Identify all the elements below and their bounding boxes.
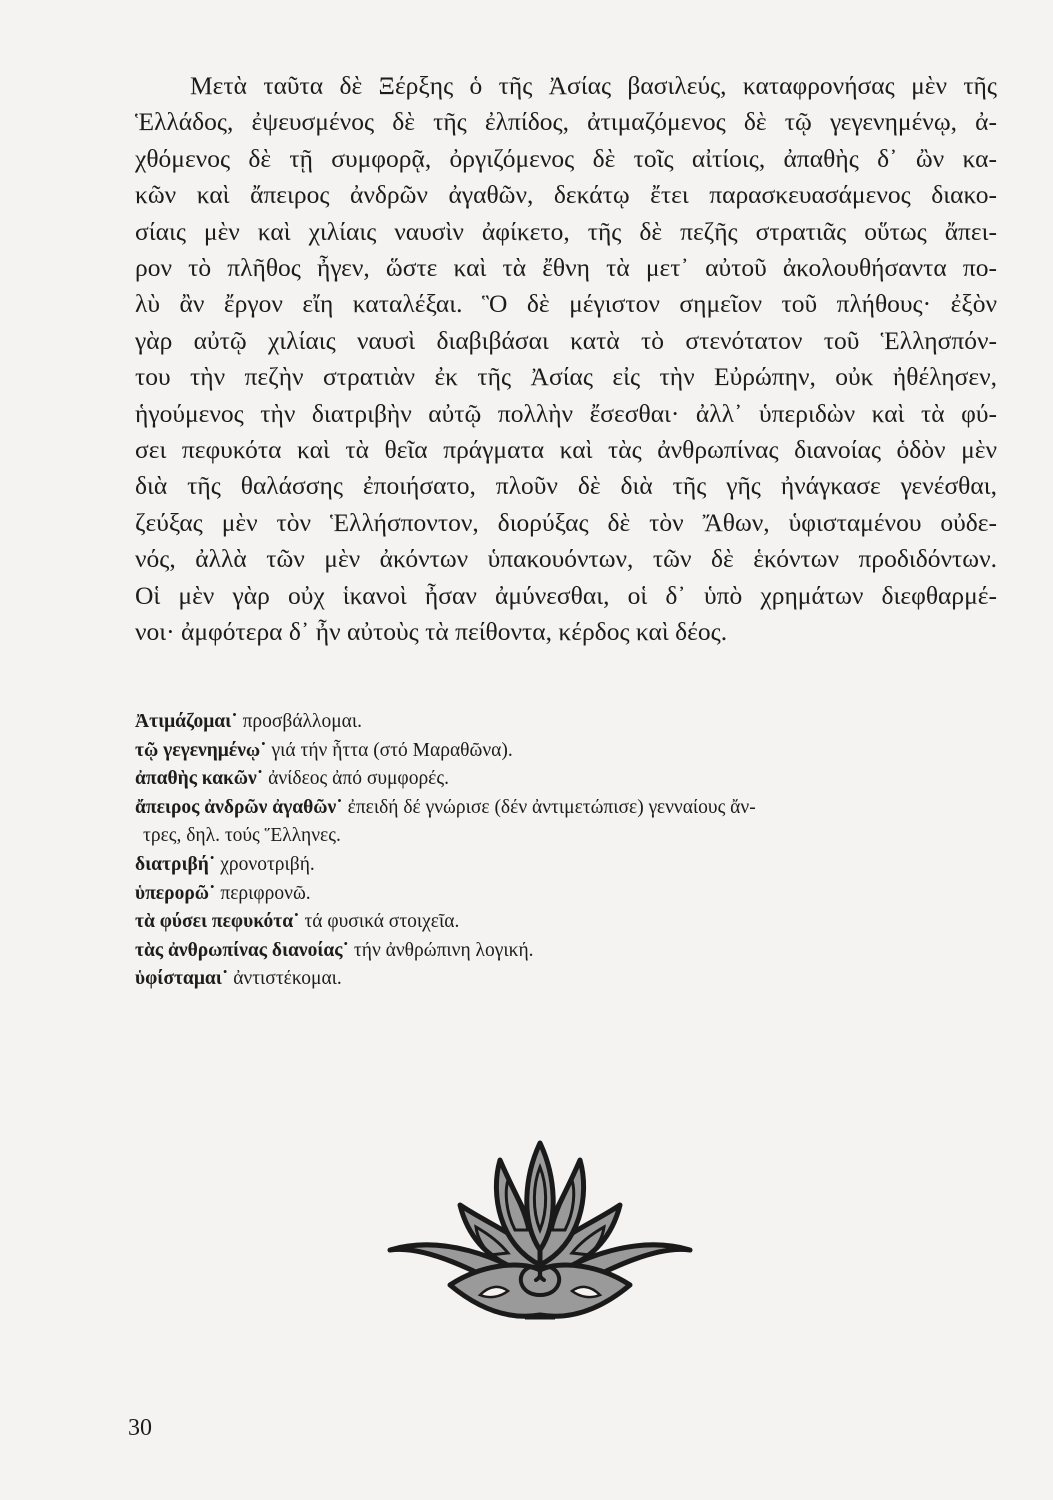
text-line: ρον τὸ πλῆθος ἦγεν, ὥστε καὶ τὰ ἔθνη τὰ μετ᾽ αὐτοῦ ἀκολουθήσαντα πο- [135, 253, 997, 283]
glossary-separator: ˙ [221, 968, 229, 990]
text-line: νοι· ἀμφότερα δ᾽ ἦν αὐτοὺς τὰ πείθοντα, κέρδος καὶ δέος. [135, 617, 728, 647]
text-line: Ἑλλάδος, ἐψευσμένος δὲ τῆς ἐλπίδος, ἀτιμαζόμενος δὲ τῷ γεγενημένῳ, ἀ- [135, 107, 997, 137]
text-line: διὰ τῆς θαλάσσης ἐποιήσατο, πλοῦν δὲ διὰ τῆς γῆς ἠνάγκασε γενέσθαι, [135, 471, 997, 501]
text-line: νός, ἀλλὰ τῶν μὲν ἀκόντων ὑπακουόντων, τῶν δὲ ἑκόντων προδιδόντων. [135, 544, 997, 574]
main-greek-passage [135, 68, 997, 651]
glossary-definition: γιά τήν ἧττα (στό Μαραθῶνα). [271, 739, 513, 761]
glossary-definition: περιφρονῶ. [220, 882, 311, 904]
glossary-term: διατριβή [135, 853, 209, 875]
text-line: σει πεφυκότα καὶ τὰ θεῖα πράγματα καὶ τὰς ἀνθρωπίνας διανοίας ὁδὸν μὲν [135, 435, 997, 465]
glossary-term: τῷ γεγενημένῳ [135, 739, 261, 761]
glossary-term: τὰ φύσει πεφυκότα [135, 911, 294, 933]
glossary-entry [135, 708, 995, 737]
text-line: Οἱ μὲν γὰρ οὐχ ἱκανοὶ ἦσαν ἀμύνεσθαι, οἱ δ᾽ ὑπὸ χρημάτων διεφθαρμέ- [135, 580, 997, 610]
glossary-definition: προσβάλλομαι. [242, 711, 362, 732]
text-line: σίαις μὲν καὶ χιλίαις ναυσὶν ἀφίκετο, τῆς δὲ πεζῆς στρατιᾶς οὕτως ἄπει- [135, 216, 997, 246]
text-line: κῶν καὶ ἄπειρος ἀνδρῶν ἀγαθῶν, δεκάτῳ ἔτει παρασκευασάμενος διακο- [135, 180, 997, 210]
glossary-definition: ἐπειδή δέ γνώρισε (δέν ἀντιμετώπισε) γενναίους ἄν- [347, 796, 756, 818]
glossary-definition-continuation: τρες, δηλ. τούς Ἕλληνες. [143, 825, 341, 847]
glossary-definition: τήν ἀνθρώπινη λογική. [353, 939, 534, 961]
glossary-definition: ἀντιστέκομαι. [233, 968, 342, 990]
glossary-definition: τά φυσικά στοιχεῖα. [304, 911, 460, 933]
glossary-entry [135, 908, 995, 937]
glossary-term: ὑπερορῶ [135, 882, 210, 904]
glossary-entry [135, 737, 995, 766]
glossary-definition: ἀνίδεος ἀπό συμφορές. [268, 768, 449, 790]
glossary-separator: ˙ [336, 796, 343, 818]
text-line: του τὴν πεζὴν στρατιὰν ἐκ τῆς Ἀσίας εἰς τὴν Εὐρώπην, οὐκ ἠθέλησεν, [135, 362, 997, 392]
text-line: λὺ ἂν ἔργον εἴη καταλέξαι. Ὃ δὲ μέγιστον σημεῖον τοῦ πλήθους· ἐξὸν [135, 289, 997, 319]
glossary-separator: ˙ [209, 882, 216, 904]
text-line: Μετὰ ταῦτα δὲ Ξέρξης ὁ τῆς Ἀσίας βασιλεύς, καταφρονήσας μὲν τῆς [190, 71, 997, 100]
text-line: ζεύξας μὲν τὸν Ἑλλήσποντον, διορύξας δὲ τὸν Ἄθων, ὑφισταμένου οὐδε- [135, 507, 997, 537]
glossary-entry [135, 965, 995, 994]
text-line: ἡγούμενος τὴν διατριβὴν αὐτῷ πολλὴν ἔσεσθαι· ἀλλ᾽ ὑπεριδὼν καὶ τὰ φύ- [135, 398, 997, 428]
glossary-term: Ἀτιμάζομαι [135, 711, 232, 732]
glossary-separator: ˙ [260, 739, 267, 761]
glossary-term: ἀπαθὴς κακῶν [135, 768, 257, 790]
text-line: χθόμενος δὲ τῇ συμφορᾷ, ὀργιζόμενος δὲ τοῖς αἰτίοις, ἀπαθὴς δ᾽ ὢν κα- [135, 143, 997, 173]
glossary-term: τὰς ἀνθρωπίνας διανοίας [135, 939, 343, 961]
glossary-term: ἄπειρος ἀνδρῶν ἀγαθῶν [135, 796, 337, 818]
glossary-entry [135, 880, 995, 909]
glossary-separator: ˙ [342, 939, 350, 961]
glossary-separator: ˙ [256, 768, 264, 790]
glossary-entry [135, 794, 995, 823]
text-line: γὰρ αὐτῷ χιλίαις ναυσὶ διαβιβάσαι κατὰ τὸ στενότατον τοῦ Ἑλλησπόν- [135, 325, 997, 355]
glossary-term: ὑφίσταμαι [135, 968, 222, 990]
glossary-entry [135, 765, 995, 794]
glossary-entry [135, 851, 995, 880]
glossary [135, 708, 995, 994]
lotus-flower-ornament-icon [380, 1135, 700, 1325]
glossary-entry [135, 937, 995, 966]
glossary-separator: ˙ [293, 911, 300, 933]
glossary-separator: ˙ [208, 853, 216, 875]
page-number: 30 [128, 1415, 152, 1441]
glossary-definition: χρονοτριβή. [220, 853, 315, 875]
glossary-separator: ˙ [231, 711, 238, 732]
